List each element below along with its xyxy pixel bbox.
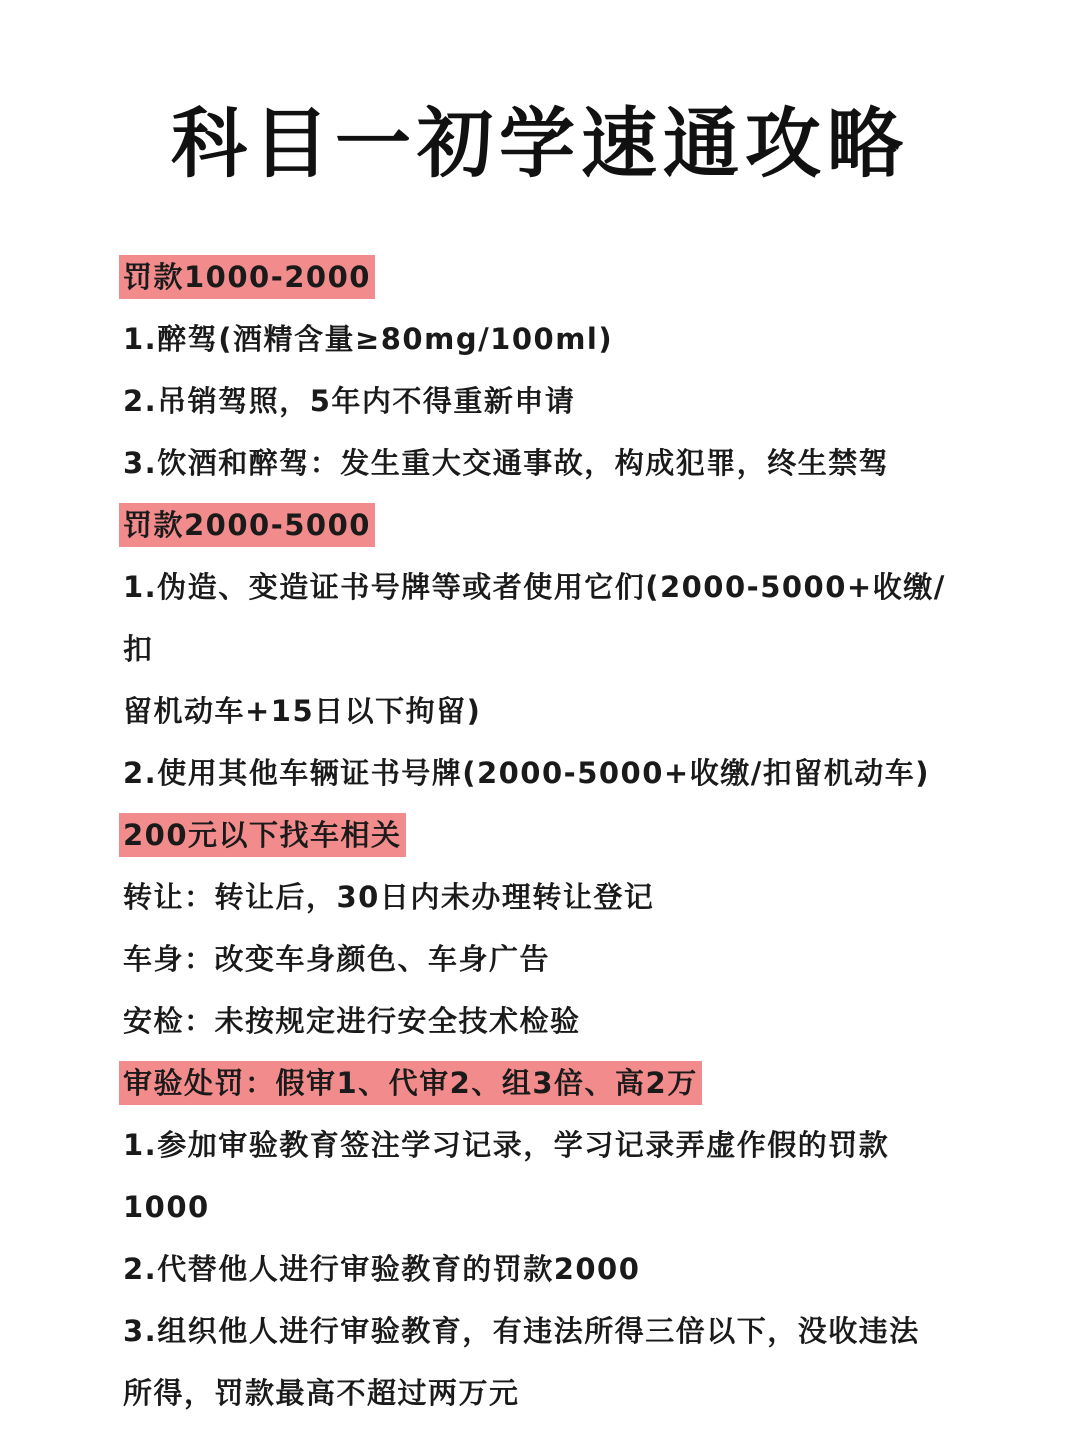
section-3-line-2: 车身：改变车身颜色、车身广告 — [123, 942, 551, 976]
section-heading: 罚款2000-5000 — [119, 503, 375, 547]
section-heading: 罚款1000-2000 — [119, 255, 375, 299]
section-4-line-2: 1000 — [123, 1190, 210, 1224]
section-3-line-3: 安检：未按规定进行安全技术检验 — [123, 1004, 581, 1038]
section-4 — [123, 1052, 973, 1114]
section-2 — [123, 494, 973, 556]
section-heading: 200元以下找车相关 — [119, 813, 406, 857]
content-body — [123, 246, 973, 1424]
section-1-line-3: 3.饮酒和醉驾：发生重大交通事故，构成犯罪，终生禁驾 — [123, 446, 890, 480]
section-1-line-2: 2.吊销驾照，5年内不得重新申请 — [123, 384, 576, 418]
section-heading: 审验处罚：假审1、代审2、组3倍、高2万 — [119, 1061, 702, 1105]
section-2-line-1: 1.伪造、变造证书号牌等或者使用它们(2000-5000+收缴/ — [123, 570, 946, 604]
section-1-line-1: 1.醉驾(酒精含量≥80mg/100ml) — [123, 322, 614, 356]
section-2-line-4: 2.使用其他车辆证书号牌(2000-5000+收缴/扣留机动车) — [123, 756, 931, 790]
section-2-line-3: 留机动车+15日以下拘留) — [123, 694, 482, 728]
section-3 — [123, 804, 973, 866]
page-title: 科目一初学速通攻略 — [171, 99, 909, 188]
section-4-line-5: 所得，罚款最高不超过两万元 — [123, 1376, 520, 1410]
section-3-line-1: 转让：转让后，30日内未办理转让登记 — [123, 880, 655, 914]
section-4-line-4: 3.组织他人进行审验教育，有违法所得三倍以下，没收违法 — [123, 1314, 920, 1348]
section-4-line-3: 2.代替他人进行审验教育的罚款2000 — [123, 1252, 641, 1286]
section-2-line-2: 扣 — [123, 632, 154, 666]
section-4-line-1: 1.参加审验教育签注学习记录，学习记录弄虚作假的罚款 — [123, 1128, 890, 1162]
section-1 — [123, 246, 973, 308]
